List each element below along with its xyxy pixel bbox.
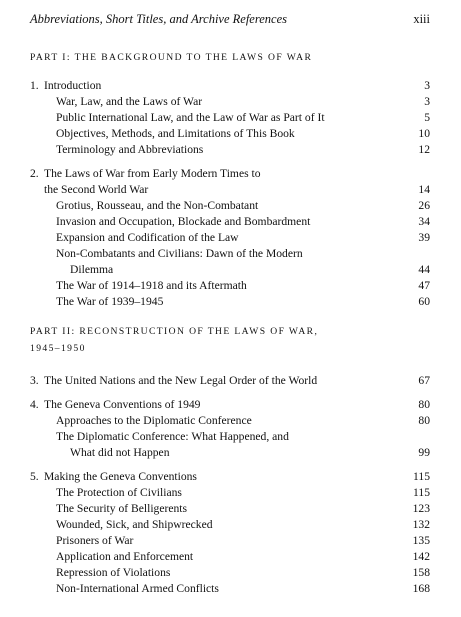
toc-entry: Wounded, Sick, and Shipwrecked 132 <box>56 518 430 531</box>
toc-entry: Dilemma 44 <box>70 263 430 276</box>
toc-entry: 2. The Laws of War from Early Modern Times to <box>30 167 261 180</box>
toc-entry: Expansion and Codification of the Law 39 <box>56 231 430 244</box>
toc-entry: Repression of Violations 158 <box>56 566 430 579</box>
toc-entry: Invasion and Occupation, Blockade and Bombardment 34 <box>56 215 430 228</box>
toc-entry: 3. The United Nations and the New Legal Order of the World 67 <box>30 374 430 387</box>
running-header <box>30 12 430 27</box>
toc-entry: Terminology and Abbreviations 12 <box>56 143 430 156</box>
toc-entry: 5. Making the Geneva Conventions 115 <box>30 470 430 483</box>
toc-entry: the Second World War 14 <box>44 183 430 196</box>
toc-entry: The Security of Belligerents 123 <box>56 502 430 515</box>
toc-entry: Prisoners of War 135 <box>56 534 430 547</box>
toc-entry: The War of 1939–1945 60 <box>56 295 430 308</box>
toc-entry: War, Law, and the Laws of War 3 <box>56 95 430 108</box>
toc-entry: The Protection of Civilians 115 <box>56 486 430 499</box>
toc-entry: Non-International Armed Conflicts 168 <box>56 582 430 595</box>
toc-entry: The War of 1914–1918 and its Aftermath 47 <box>56 279 430 292</box>
part-heading-2-years: 1945–1950 <box>30 343 86 354</box>
running-header-title: Abbreviations, Short Titles, and Archive References <box>30 12 288 26</box>
toc-entry: Objectives, Methods, and Limitations of This Book 10 <box>56 127 430 140</box>
toc-entry: What did not Happen 99 <box>70 446 430 459</box>
toc-entry: The Diplomatic Conference: What Happened, and <box>56 430 289 443</box>
part-heading-1: PART I: THE BACKGROUND TO THE LAWS OF WAR <box>30 52 313 63</box>
part-heading-2: PART II: RECONSTRUCTION OF THE LAWS OF WAR, <box>30 326 319 337</box>
toc-entry: Application and Enforcement 142 <box>56 550 430 563</box>
toc-entry: 4. The Geneva Conventions of 1949 80 <box>30 398 430 411</box>
running-header-page-number: xiii <box>413 12 430 26</box>
toc-entry: Approaches to the Diplomatic Conference 80 <box>56 414 430 427</box>
toc-entry: Public International Law, and the Law of War as Part of It 5 <box>56 111 430 124</box>
toc-entry: Grotius, Rousseau, and the Non-Combatant 26 <box>56 199 430 212</box>
toc-entry: 1. Introduction 3 <box>30 79 430 92</box>
toc-entry: Non-Combatants and Civilians: Dawn of the Modern <box>56 247 303 260</box>
